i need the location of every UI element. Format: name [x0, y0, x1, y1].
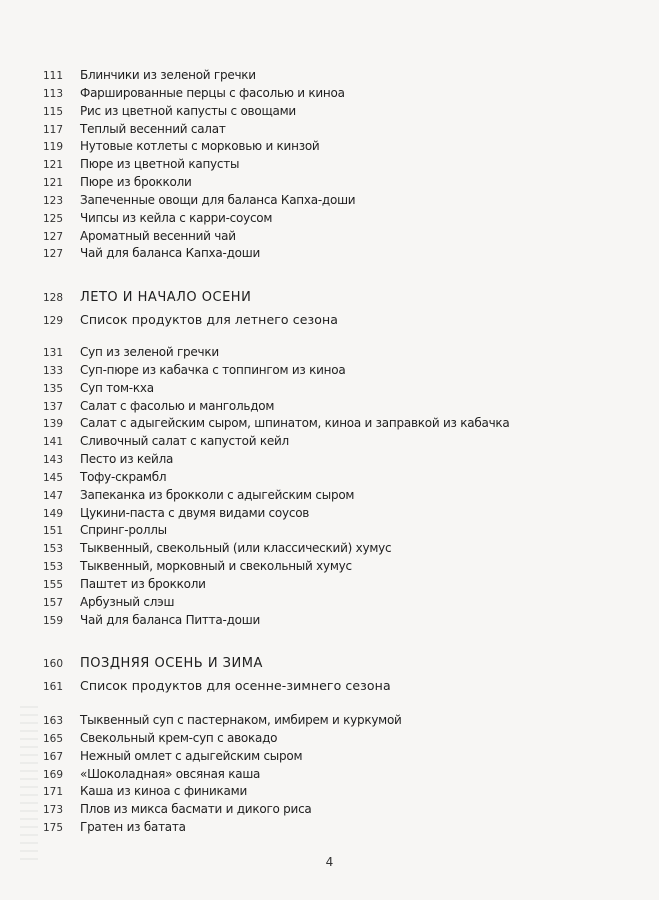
toc-entry[interactable]	[0, 103, 659, 121]
toc-entry-page: 119	[42, 141, 63, 154]
toc-entry[interactable]	[0, 138, 659, 156]
toc-entry-page: 159	[42, 614, 63, 627]
toc-entry[interactable]	[0, 85, 659, 103]
page-number: 4	[325, 855, 334, 869]
toc-entry[interactable]	[0, 362, 659, 380]
toc-entry[interactable]	[0, 451, 659, 469]
toc-entry-title: Плов из микса басмати и дикого риса	[80, 802, 312, 817]
toc-entry-title: Песто из кейла	[80, 452, 174, 467]
toc-entry-title: Тыквенный, морковный и свекольный хумус	[80, 559, 352, 574]
section-subheading: Список продуктов для летнего сезона	[80, 312, 339, 327]
toc-entry-page: 167	[42, 750, 63, 763]
toc-entry-title: Пюре из цветной капусты	[80, 157, 240, 172]
toc-entry-title: Рис из цветной капусты с овощами	[80, 103, 296, 118]
toc-entry-page: 153	[42, 561, 63, 574]
toc-entry[interactable]	[0, 210, 659, 228]
toc-entry-page: 163	[42, 715, 63, 727]
toc-entry-page: 153	[42, 543, 63, 556]
toc-entry-title: Чай для баланса Питта-доши	[80, 612, 260, 627]
toc-entry[interactable]	[0, 469, 659, 487]
toc-entry[interactable]	[0, 748, 659, 766]
toc-entry-page: 137	[42, 400, 63, 413]
toc-entry-title: Тыквенный, свекольный (или классический) хумус	[80, 541, 392, 556]
toc-entry-title: Гратен из батата	[80, 820, 186, 835]
toc-entry-page: 141	[42, 436, 63, 449]
toc-entry-page: 117	[42, 123, 63, 136]
toc-entry-title: Тофу-скрамбл	[80, 469, 167, 484]
section-subheading-row[interactable]	[0, 309, 659, 331]
toc-entry-title: Паштет из брокколи	[80, 576, 206, 591]
toc-entry-page: 131	[42, 347, 63, 359]
toc-entry-title: Салат с фасолью и мангольдом	[80, 398, 275, 413]
toc-entry-title: Тыквенный суп с пастернаком, имбирем и куркумой	[80, 713, 402, 727]
toc-entry[interactable]	[0, 576, 659, 594]
toc-entry-page: 171	[42, 786, 63, 799]
toc-entry[interactable]	[0, 819, 659, 837]
section-subheading: Список продуктов для осенне-зимнего сезона	[80, 678, 391, 693]
toc-section-summer	[0, 287, 659, 331]
toc-entry-title: Пюре из брокколи	[80, 175, 192, 190]
toc-entry-page: 169	[42, 768, 63, 781]
toc-entry-page: 157	[42, 596, 63, 609]
section-heading-page: 160	[42, 658, 63, 670]
toc-entry-page: 111	[42, 70, 63, 82]
toc-entry[interactable]	[0, 522, 659, 540]
toc-entry[interactable]	[0, 344, 659, 362]
toc-entry-title: Нежный омлет с адыгейским сыром	[80, 748, 303, 763]
section-subheading-row[interactable]	[0, 675, 659, 697]
toc-entry-title: Запеченные овощи для баланса Капха-доши	[80, 192, 356, 207]
toc-entry-title: Свекольный крем-суп с авокадо	[80, 730, 278, 745]
toc-entry[interactable]	[0, 415, 659, 433]
toc-entry-title: Теплый весенний салат	[80, 121, 226, 136]
toc-entry-title: Спринг-роллы	[80, 523, 167, 538]
toc-entry[interactable]	[0, 540, 659, 558]
toc-entry-page: 143	[42, 454, 63, 467]
toc-entry-page: 173	[42, 804, 63, 817]
toc-section-winter	[0, 653, 659, 697]
toc-entry-title: Чай для баланса Капха-доши	[80, 246, 261, 261]
toc-entry-page: 133	[42, 364, 63, 377]
toc-entry-title: Блинчики из зеленой гречки	[80, 68, 256, 82]
toc-entry[interactable]	[0, 730, 659, 748]
toc-entry[interactable]	[0, 612, 659, 630]
toc-entry[interactable]	[0, 228, 659, 246]
toc-entry-page: 123	[42, 194, 63, 207]
toc-entry[interactable]	[0, 380, 659, 398]
toc-entry-title: Каша из киноа с финиками	[80, 784, 247, 799]
toc-entry-title: Ароматный весенний чай	[80, 228, 236, 243]
toc-entry[interactable]	[0, 192, 659, 210]
toc-entry[interactable]	[0, 801, 659, 819]
section-subheading-page: 129	[42, 315, 63, 327]
toc-entry-title: Сливочный салат с капустой кейл	[80, 434, 289, 449]
toc-entry-page: 165	[42, 732, 63, 745]
toc-entry-page: 149	[42, 507, 63, 520]
toc-entry-page: 115	[42, 105, 63, 118]
toc-entry-page: 139	[42, 418, 63, 431]
toc-entry[interactable]	[0, 67, 659, 85]
toc-entry[interactable]	[0, 487, 659, 505]
toc-entry[interactable]	[0, 783, 659, 801]
toc-entry[interactable]	[0, 712, 659, 730]
toc-entry-page: 121	[42, 159, 63, 172]
toc-group-winter	[0, 712, 659, 837]
section-heading: ПОЗДНЯЯ ОСЕНЬ И ЗИМА	[80, 656, 263, 671]
toc-entry-title: Чипсы из кейла с карри-соусом	[80, 210, 273, 225]
toc-entry-page: 147	[42, 489, 63, 502]
toc-entry-title: Нутовые котлеты с морковью и кинзой	[80, 139, 320, 154]
toc-entry-page: 151	[42, 525, 63, 538]
toc-entry-title: Суп том-кха	[80, 380, 154, 395]
toc-entry-title: Запеканка из брокколи с адыгейским сыром	[80, 487, 355, 502]
section-heading-page: 128	[42, 292, 63, 304]
toc-entry-page: 127	[42, 248, 63, 261]
toc-entry[interactable]	[0, 558, 659, 576]
toc-entry[interactable]	[0, 121, 659, 139]
toc-entry-page: 175	[42, 822, 63, 835]
toc-entry-page: 125	[42, 212, 63, 225]
toc-entry-page: 113	[42, 87, 63, 100]
section-heading-row[interactable]	[0, 287, 659, 309]
toc-entry-page: 135	[42, 382, 63, 395]
toc-entry-page: 155	[42, 578, 63, 591]
toc-entry[interactable]	[0, 766, 659, 784]
section-heading-row[interactable]	[0, 653, 659, 675]
toc-entry-title: Цукини-паста с двумя видами соусов	[80, 505, 310, 520]
toc-entry-title: Фаршированные перцы с фасолью и киноа	[80, 85, 345, 100]
toc-entry[interactable]	[0, 245, 659, 263]
toc-entry-page: 145	[42, 471, 63, 484]
section-heading: ЛЕТО И НАЧАЛО ОСЕНИ	[80, 290, 252, 305]
toc-entry[interactable]	[0, 594, 659, 612]
toc-entry-title: «Шоколадная» овсяная каша	[80, 766, 261, 781]
toc-entry[interactable]	[0, 156, 659, 174]
toc-entry-title: Суп-пюре из кабачка с топпингом из киноа	[80, 362, 346, 377]
toc-entry[interactable]	[0, 398, 659, 416]
toc-entry-page: 121	[42, 177, 63, 190]
toc-entry[interactable]	[0, 433, 659, 451]
section-subheading-page: 161	[42, 681, 63, 693]
toc-entry[interactable]	[0, 505, 659, 523]
toc-entry[interactable]	[0, 174, 659, 192]
toc-entry-page: 127	[42, 230, 63, 243]
toc-entry-title: Арбузный слэш	[80, 594, 175, 609]
toc-entry-title: Суп из зеленой гречки	[80, 345, 219, 359]
toc-group-spring	[0, 67, 659, 263]
toc-group-summer	[0, 344, 659, 630]
toc-entry-title: Салат с адыгейским сыром, шпинатом, киноа и заправкой из кабачка	[80, 416, 510, 431]
